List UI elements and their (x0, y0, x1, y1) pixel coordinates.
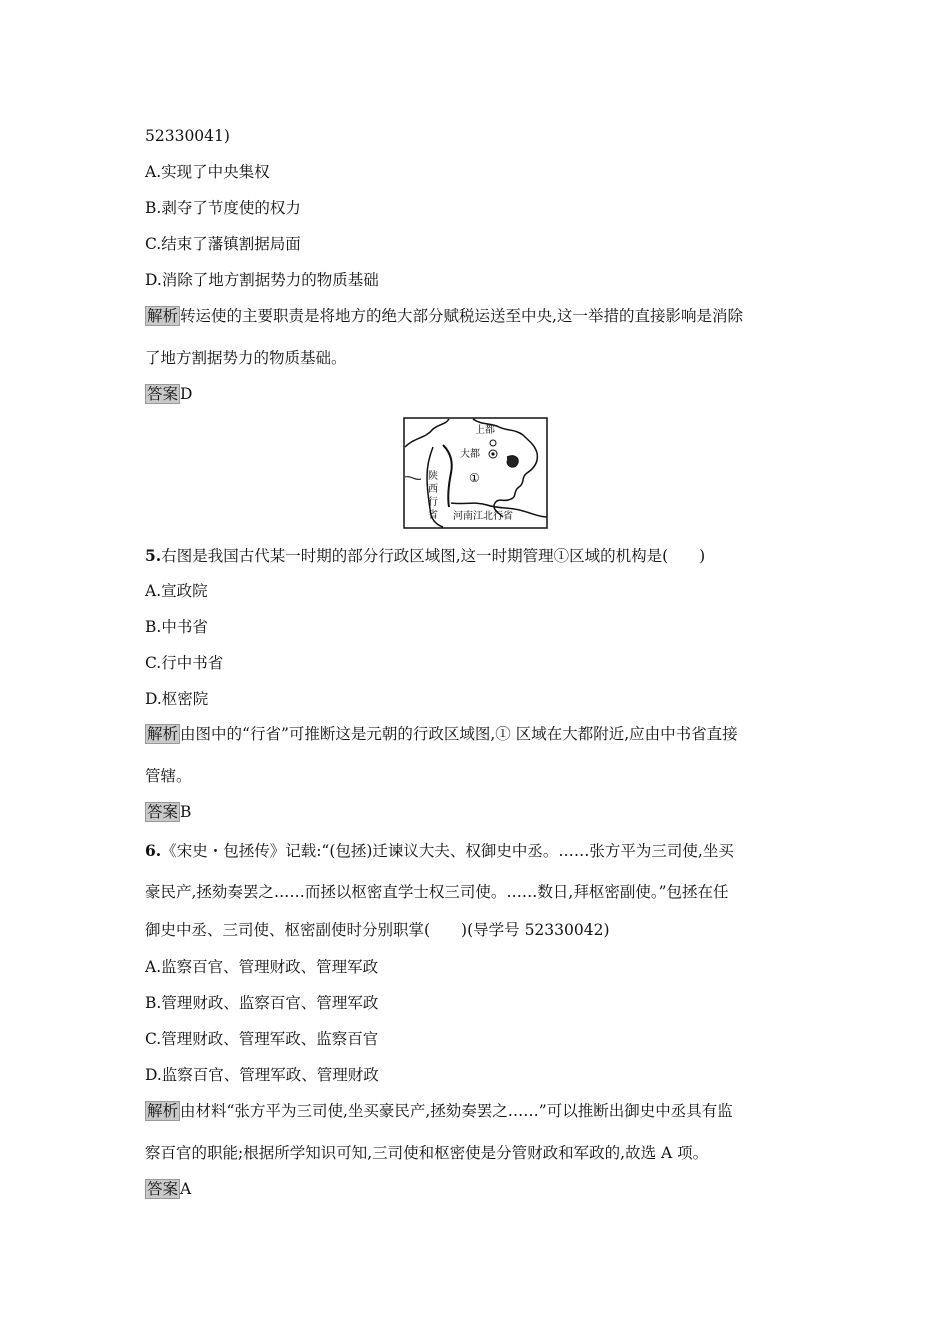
q6-stem-2: 豪民产,拯劾奏罢之……而拯以枢密直学士权三司使。……数日,拜枢密副使。”包拯在任 (145, 883, 729, 901)
q6-option-b: B.管理财政、监察百官、管理军政 (145, 994, 379, 1012)
q6-analysis-text-1: 由材料“张方平为三司使,坐买豪民产,拯劾奏罢之……”可以推断出御史中丞具有监 (180, 1102, 733, 1120)
answer-tag: 答案 (147, 1180, 179, 1198)
q5-stem (145, 546, 705, 566)
q5-option-c: C.行中书省 (145, 654, 224, 672)
q6-analysis (145, 1101, 733, 1121)
q4-option-b: B.剥夺了节度使的权力 (145, 199, 301, 217)
q6-answer-value: A (180, 1180, 192, 1198)
q6-stem-3: 御史中丞、三司使、枢密副使时分别职掌( )(导学号 52330042) (145, 921, 610, 939)
q5-answer-value: B (180, 803, 192, 821)
q6-answer (145, 1179, 191, 1199)
q5-option-d: D.枢密院 (145, 690, 209, 708)
q5-answer (145, 802, 191, 822)
shaanxi-label-2: 西 (428, 484, 438, 495)
q6-stem-1 (145, 841, 734, 861)
shaanxi-label-1: 陕 (428, 471, 438, 482)
henan-label: 河南江北行省 (453, 511, 513, 522)
q6-option-d: D.监察百官、管理军政、管理财政 (145, 1066, 379, 1084)
q4-option-d: D.消除了地方割据势力的物质基础 (145, 271, 379, 289)
region-1-label: ① (469, 471, 480, 485)
q5-analysis-text-2: 管辖。 (145, 767, 192, 785)
q5-analysis-text-1: 由图中的“行省”可推断这是元朝的行政区域图,① 区域在大都附近,应由中书省直接 (180, 725, 738, 743)
q6-stem-text-1: 《宋史・包拯传》记载:“(包拯)迁谏议大夫、权御史中丞。……张方平为三司使,坐买 (161, 842, 734, 860)
q4-analysis-text-1: 转运使的主要职责是将地方的绝大部分赋税运送至中央,这一举措的直接影响是消除 (180, 307, 743, 325)
q4-option-a: A.实现了中央集权 (145, 163, 270, 181)
q4-answer-value: D (180, 385, 193, 403)
yuan-admin-map (403, 417, 548, 529)
dadu-label: 大都 (460, 449, 480, 460)
q5-option-b: B.中书省 (145, 618, 208, 636)
analysis-tag: 解析 (147, 307, 179, 325)
q4-analysis-text-2: 了地方割据势力的物质基础。 (145, 349, 347, 367)
q5-stem-text: 右图是我国古代某一时期的部分行政区域图,这一时期管理①区域的机构是( ) (161, 547, 706, 565)
q6-option-c: C.管理财政、管理军政、监察百官 (145, 1030, 379, 1048)
shaanxi-label-4: 省 (428, 510, 438, 521)
answer-tag: 答案 (147, 385, 179, 403)
analysis-tag: 解析 (147, 1102, 179, 1120)
q4-option-c: C.结束了藩镇割据局面 (145, 235, 301, 253)
answer-tag: 答案 (147, 803, 179, 821)
q4-answer (145, 384, 192, 404)
q6-option-a: A.监察百官、管理财政、管理军政 (145, 958, 379, 976)
q6-number: 6. (145, 841, 162, 860)
q6-analysis-text-2: 察百官的职能;根据所学知识可知,三司使和枢密使是分管财政和军政的,故选 A 项。 (145, 1144, 709, 1162)
q5-option-a: A.宣政院 (145, 582, 208, 600)
analysis-tag: 解析 (147, 725, 179, 743)
shaanxi-label-3: 行 (428, 497, 438, 508)
q4-analysis (145, 306, 743, 326)
q4-tail: 52330041) (145, 127, 230, 145)
map-bay (507, 456, 518, 467)
shangdu-label: 上都 (475, 425, 495, 436)
q5-analysis (145, 724, 738, 744)
q5-number: 5. (145, 546, 162, 565)
